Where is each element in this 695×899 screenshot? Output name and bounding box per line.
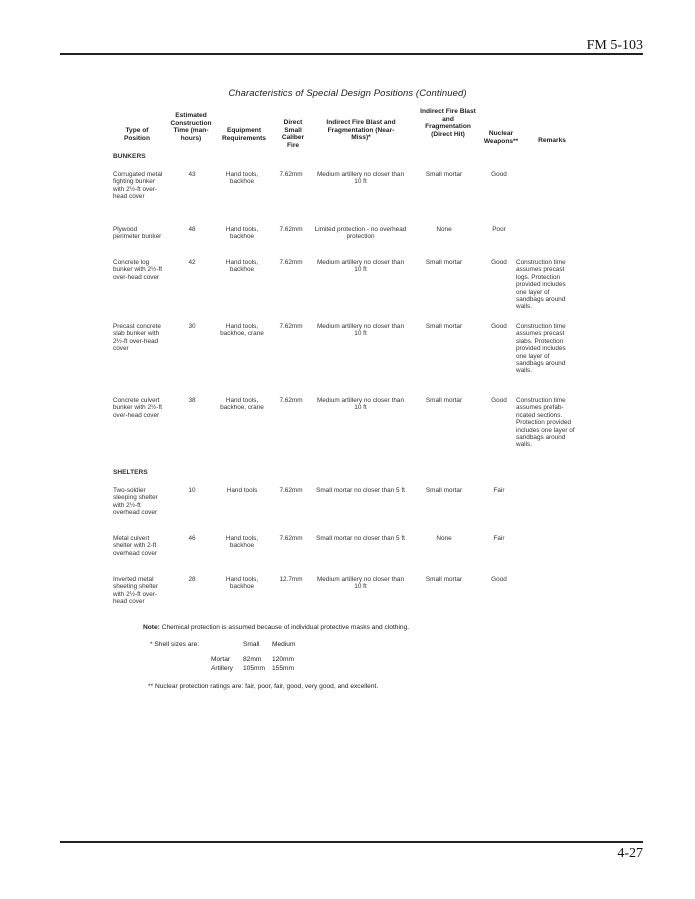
column-header-near-miss: Indirect Fire Blast and Fragmentation (Near-Miss)* (326, 119, 396, 142)
table-cell-direct-hit: Small mortar (425, 259, 463, 266)
artillery-label: Artillery (211, 665, 233, 672)
table-cell-type: Plywood perimeter bunker (113, 226, 162, 241)
table-cell-direct: 7.62mm (279, 397, 303, 404)
header-rule (60, 53, 643, 55)
mortar-small: 82mm (243, 656, 262, 663)
table-cell-type: Metal culvert shelter with 2-ft overhead cover (113, 535, 158, 557)
table-cell-type: Concrete culvert bunker with 2½-ft over-head cover (113, 397, 163, 419)
table-cell-nuclear: Fair (493, 535, 505, 542)
table-cell-direct-hit: Small mortar (425, 323, 463, 330)
column-header-type: Type of Position (123, 127, 150, 142)
table-cell-time: 28 (188, 576, 196, 583)
table-cell-type: Concrete log bunker with 2½-ft over-head cover (113, 259, 163, 281)
table-cell-near-miss: Medium artillery no closer than 10 ft (316, 576, 405, 591)
table-cell-nuclear: Good (491, 397, 507, 404)
note-label: Note: (143, 624, 160, 631)
column-header-remarks: Remarks (538, 137, 566, 144)
table-cell-near-miss: Small mortar no closer than 5 ft (316, 487, 405, 494)
column-header-nuclear: Nuclear Weapons** (483, 130, 519, 145)
table-cell-near-miss: Medium artillery no closer than 10 ft (316, 323, 405, 338)
table-cell-direct-hit: Small mortar (425, 397, 463, 404)
table-cell-direct: 7.62mm (279, 171, 303, 178)
table-cell-direct: 7.62mm (279, 487, 303, 494)
table-cell-time: 43 (188, 171, 196, 178)
table-cell-time: 46 (188, 535, 196, 542)
chemical-note (143, 624, 409, 631)
column-header-direct-hit: Indirect Fire Blast and Fragmentation (Direct Hit) (420, 108, 476, 138)
table-cell-time: 10 (188, 487, 196, 494)
table-cell-time: 30 (188, 323, 196, 330)
table-cell-equipment: Hand tools, backhoe (225, 576, 259, 591)
table-cell-equipment: Hand tools, backhoe, crane (220, 323, 264, 338)
table-cell-nuclear: Good (491, 171, 507, 178)
page-number: 4-27 (617, 846, 643, 861)
table-cell-direct-hit: Small mortar (425, 576, 463, 583)
table-cell-direct: 7.62mm (279, 535, 303, 542)
table-cell-equipment: Hand tools, backhoe (225, 226, 259, 241)
table-cell-time: 38 (188, 397, 196, 404)
note-text: Chemical protection is assumed because of individual protective masks and clothing. (161, 624, 410, 631)
document-id: FM 5-103 (586, 38, 643, 53)
table-cell-near-miss: Medium artillery no closer than 10 ft (316, 259, 405, 274)
table-cell-remarks: Construction time assumes precast logs. Protection provided includes one layer of sandbags around walls. (516, 259, 566, 311)
table-cell-type: Corrugated metal fighting bunker with 2½-ft over-head cover (113, 171, 163, 201)
shell-col-medium: Medium (272, 641, 296, 648)
table-cell-nuclear: Good (491, 323, 507, 330)
table-cell-direct-hit: Small mortar (425, 171, 463, 178)
artillery-medium: 155mm (272, 665, 294, 672)
table-cell-time: 42 (188, 259, 196, 266)
table-cell-equipment: Hand tools, backhoe (225, 535, 259, 550)
column-header-equipment: Equipment Requirements (222, 127, 266, 142)
table-cell-equipment: Hand tools, backhoe (225, 259, 259, 274)
table-cell-nuclear: Poor (492, 226, 506, 233)
table-cell-type: Precast concrete slab bunker with 2½-ft over-head cover (113, 323, 161, 353)
artillery-small: 105mm (243, 665, 265, 672)
table-cell-equipment: Hand tools, backhoe (225, 171, 259, 186)
table-cell-near-miss: Medium artillery no closer than 10 ft (316, 171, 405, 186)
table-cell-direct-hit: None (436, 535, 452, 542)
table-cell-nuclear: Good (491, 576, 507, 583)
table-cell-type: Two-soldier sleeping shelter with 2½-ft overhead cover (113, 487, 158, 517)
table-cell-equipment: Hand tools, backhoe, crane (220, 397, 264, 412)
section-label: BUNKERS (113, 153, 146, 160)
table-cell-near-miss: Small mortar no closer than 5 ft (316, 535, 405, 542)
nuclear-note: ** Nuclear protection ratings are: fair, poor, fair, good, very good, and excellent. (148, 683, 379, 690)
table-cell-remarks: Construction time assumes precast slabs. Protection provided includes one layer of sandbags around walls. (516, 323, 566, 375)
section-label: SHELTERS (113, 469, 148, 476)
table-cell-remarks: Construction time assumes prefab-ricated sections. Protection provided includes one layer of sandbags around walls. (516, 397, 575, 449)
shell-sizes-intro: * Shell sizes are: (150, 641, 200, 648)
table-cell-direct-hit: Small mortar (425, 487, 463, 494)
table-cell-direct: 7.62mm (279, 323, 303, 330)
table-cell-nuclear: Good (491, 259, 507, 266)
footer-rule (60, 841, 643, 843)
table-cell-equipment: Hand tools (226, 487, 258, 494)
table-cell-nuclear: Fair (493, 487, 505, 494)
table-cell-near-miss: Limited protection - no overhead protection (314, 226, 407, 241)
column-header-time: Estimated Construction Time (man-hours) (170, 112, 212, 142)
table-cell-direct: 7.62mm (279, 259, 303, 266)
column-header-direct-fire: Direct Small Caliber Fire (281, 119, 305, 149)
table-cell-direct: 12.7mm (279, 576, 303, 583)
table-cell-direct-hit: None (436, 226, 452, 233)
mortar-label: Mortar (211, 656, 231, 663)
table-title: Characteristics of Special Design Positions (Continued) (228, 88, 467, 99)
table-cell-time: 48 (188, 226, 196, 233)
shell-col-small: Small (243, 641, 260, 648)
table-cell-type: Inverted metal sheeting shelter with 2½-ft over-head cover (113, 576, 159, 606)
table-cell-direct: 7.62mm (279, 226, 303, 233)
mortar-medium: 120mm (272, 656, 294, 663)
table-cell-near-miss: Medium artillery no closer than 10 ft (316, 397, 405, 412)
